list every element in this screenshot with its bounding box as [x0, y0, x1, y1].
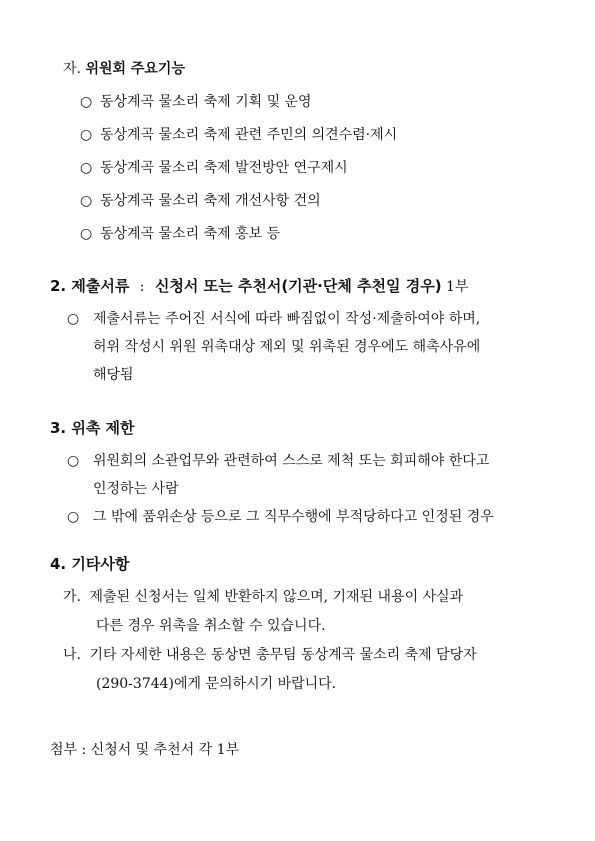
committee-item-text: 동상계곡 물소리 축제 기획 및 운영 — [100, 94, 312, 110]
section-4-heading: 4. 기타사항 — [50, 555, 130, 573]
section-3-item — [67, 508, 494, 526]
circle-bullet-icon: ○ — [67, 311, 80, 327]
committee-item-text: 동상계곡 물소리 축제 개선사항 건의 — [100, 193, 321, 209]
circle-bullet-icon: ○ — [80, 193, 93, 209]
attachment-note: 첨부 : 신청서 및 추천서 각 1부 — [50, 742, 240, 758]
section-2-documents: 신청서 또는 추천서(기관·단체 추천일 경우) — [154, 277, 442, 295]
committee-item-text: 동상계곡 물소리 축제 홍보 등 — [100, 226, 281, 242]
committee-marker: 자. — [63, 61, 81, 77]
committee-item — [80, 93, 312, 111]
section-3-item-line: 위원회의 소관업무와 관련하여 스스로 제척 또는 회피해야 한다고 — [93, 453, 490, 469]
section-2-colon: : — [139, 279, 145, 295]
committee-item-text: 동상계곡 물소리 축제 발전방안 연구제시 — [100, 160, 348, 176]
circle-bullet-icon: ○ — [67, 509, 80, 525]
circle-bullet-icon: ○ — [80, 127, 93, 143]
section-4-item-line: 기타 자세한 내용은 동상면 총무팀 동상계곡 물소리 축제 담당자 — [89, 647, 477, 663]
section-4-item-line: (290-3744)에게 문의하시기 바랍니다. — [96, 676, 337, 692]
section-2-copies: 1부 — [446, 279, 469, 295]
section-2-note-line: 제출서류는 주어진 서식에 따라 빠짐없이 작성·제출하여야 하며, — [93, 311, 481, 327]
section-3-heading: 3. 위촉 제한 — [50, 419, 135, 437]
section-4-marker-ga: 가. — [63, 589, 81, 605]
section-4-item-na — [63, 646, 477, 664]
committee-functions-heading — [63, 60, 185, 78]
committee-title: 위원회 주요기능 — [85, 61, 185, 77]
section-3-item — [67, 452, 489, 470]
committee-item — [80, 159, 348, 177]
committee-item — [80, 126, 397, 144]
section-4-item-line: 다른 경우 위촉을 취소할 수 있습니다. — [96, 618, 326, 634]
section-3-item-line: 그 밖에 품위손상 등으로 그 직무수행에 부적당하다고 인정된 경우 — [93, 509, 494, 525]
section-2-heading — [50, 277, 468, 296]
circle-bullet-icon: ○ — [80, 160, 93, 176]
circle-bullet-icon: ○ — [67, 453, 80, 469]
section-2-note-line: 허위 작성시 위원 위촉대상 제외 및 위촉된 경우에도 해촉사유에 — [93, 339, 481, 355]
section-2-note-line: 해당됨 — [93, 367, 134, 383]
section-2-title: 2. 제출서류 — [50, 277, 130, 295]
section-4-item-line: 제출된 신청서는 일체 반환하지 않으며, 기재된 내용이 사실과 — [89, 589, 464, 605]
committee-item-text: 동상계곡 물소리 축제 관련 주민의 의견수렴·제시 — [100, 127, 398, 143]
committee-item — [80, 225, 280, 243]
committee-item — [80, 192, 321, 210]
section-3-item-line: 인정하는 사람 — [93, 481, 179, 497]
circle-bullet-icon: ○ — [80, 94, 93, 110]
section-4-marker-na: 나. — [63, 647, 81, 663]
section-4-item-ga — [63, 588, 463, 606]
section-2-note — [67, 310, 480, 328]
circle-bullet-icon: ○ — [80, 226, 93, 242]
